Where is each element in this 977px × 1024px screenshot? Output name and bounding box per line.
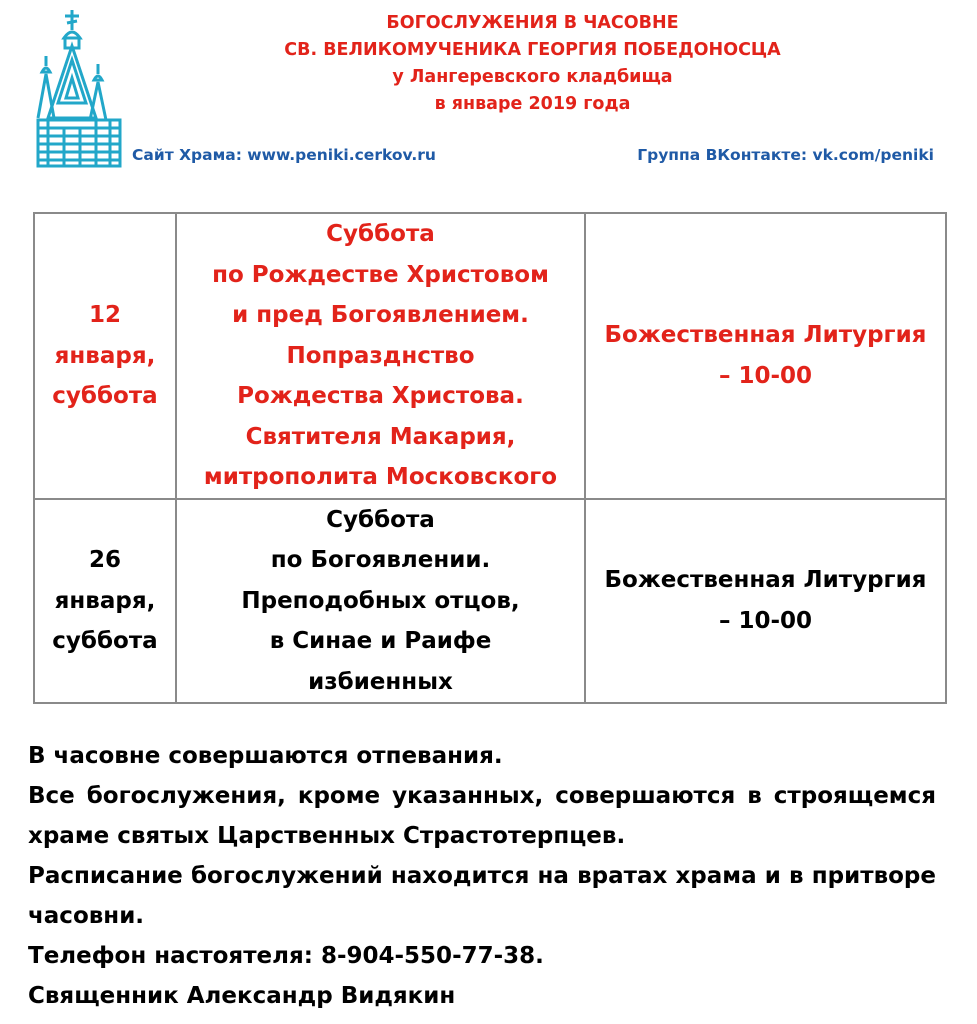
occasion-line: Суббота [326,221,435,247]
occasion-line: по Богоявлении. [270,547,491,573]
title-line: СВ. ВЕЛИКОМУЧЕНИКА ГЕОРГИЯ ПОБЕДОНОСЦА [284,40,781,60]
date-cell [34,499,176,704]
note-signature: Священник Александр Видякин [28,983,456,1009]
website-link[interactable]: Сайт Храма: www.peniki.cerkov.ru [132,146,436,164]
occasion-line: Попразднство [286,342,475,369]
table-row [34,213,946,499]
date-month: января, [54,342,156,369]
occasion-line: митрополита Московского [203,464,558,490]
occasion-line: по Рождестве Христовом [212,261,549,288]
date-weekday: суббота [52,628,158,654]
note-funerals: В часовне совершаются отпевания. [28,743,503,769]
occasion-line: Святителя Макария, [245,423,516,450]
notes-section [28,736,936,1016]
occasion-line: Преподобных отцов, [241,587,520,614]
schedule-table [33,212,947,704]
service-cell [585,499,946,704]
occasion-cell [176,213,585,499]
service-cell [585,213,946,499]
date-cell [34,213,176,499]
note-schedule-location: Расписание богослужений находится на вратах храма и в притворе часовни. [28,863,936,929]
table-row [34,499,946,704]
date-month: января, [54,587,156,614]
note-other-services: Все богослужения, кроме указанных, совершаются в строящемся храме святых Царственных Страстотерпцев. [28,783,936,849]
occasion-cell [176,499,585,704]
note-phone: Телефон настоятеля: 8-904-550-77-38. [28,943,544,969]
date-day: 26 [88,547,121,573]
vk-group-link[interactable]: Группа ВКонтакте: vk.com/peniki [637,146,934,164]
occasion-line: Рождества Христова. [237,383,524,409]
occasion-line: избиенных [308,668,453,695]
page-title [250,10,815,118]
occasion-line: Суббота [326,506,435,533]
title-line: в январе 2019 года [434,94,631,114]
date-day: 12 [88,302,121,328]
title-line: БОГОСЛУЖЕНИЯ В ЧАСОВНЕ [386,13,679,33]
occasion-line: и пред Богоявлением. [232,302,529,328]
service-name: Божественная Литургия [604,322,927,349]
date-weekday: суббота [52,383,158,409]
service-time: – 10-00 [718,362,813,389]
chapel-logo-icon [36,8,128,168]
occasion-line: в Синае и Раифе [269,628,492,654]
title-line: у Лангеревского кладбища [392,67,673,87]
service-name: Божественная Литургия [604,567,927,594]
service-time: – 10-00 [718,607,813,634]
